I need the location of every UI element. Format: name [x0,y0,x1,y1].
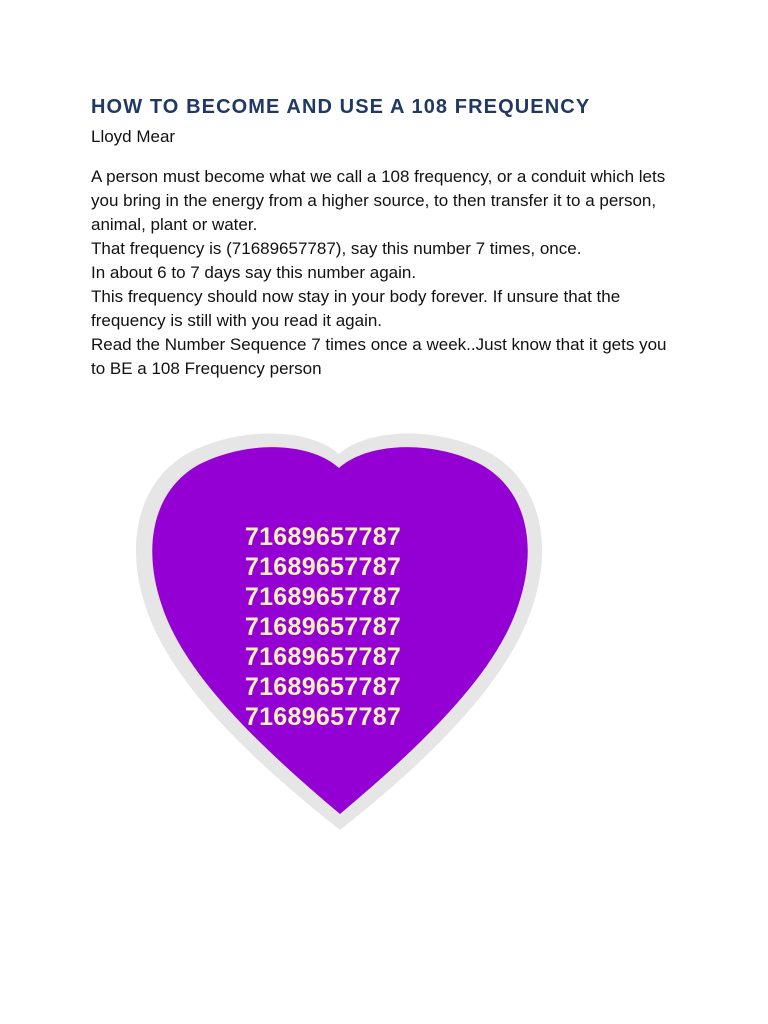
sequence-line: 71689657787 [244,703,402,731]
sequence-line: 71689657787 [244,673,402,701]
document-title: HOW TO BECOME AND USE A 108 FREQUENCY [91,96,591,118]
sequence-line: 71689657787 [244,583,402,611]
heart-graphic [136,432,542,832]
body-text [91,165,671,381]
paragraph: In about 6 to 7 days say this number again. [91,263,417,282]
author-name: Lloyd Mear [91,127,176,146]
paragraph: That frequency is (71689657787), say this number 7 times, once. [91,239,582,258]
sequence-line: 71689657787 [244,523,402,551]
sequence-line: 71689657787 [244,613,402,641]
paragraph: A person must become what we call a 108 frequency, or a conduit which lets you bring in the energy from a higher source, to then transfer it to a person, animal, plant or water. [91,167,666,234]
sequence-line: 71689657787 [244,643,402,671]
number-sequence [120,522,526,732]
paragraph: Read the Number Sequence 7 times once a week..Just know that it gets you to BE a 108 Frequency person [91,335,667,378]
sequence-line: 71689657787 [244,553,402,581]
paragraph: This frequency should now stay in your body forever. If unsure that the frequency is still with you read it again. [91,287,621,330]
